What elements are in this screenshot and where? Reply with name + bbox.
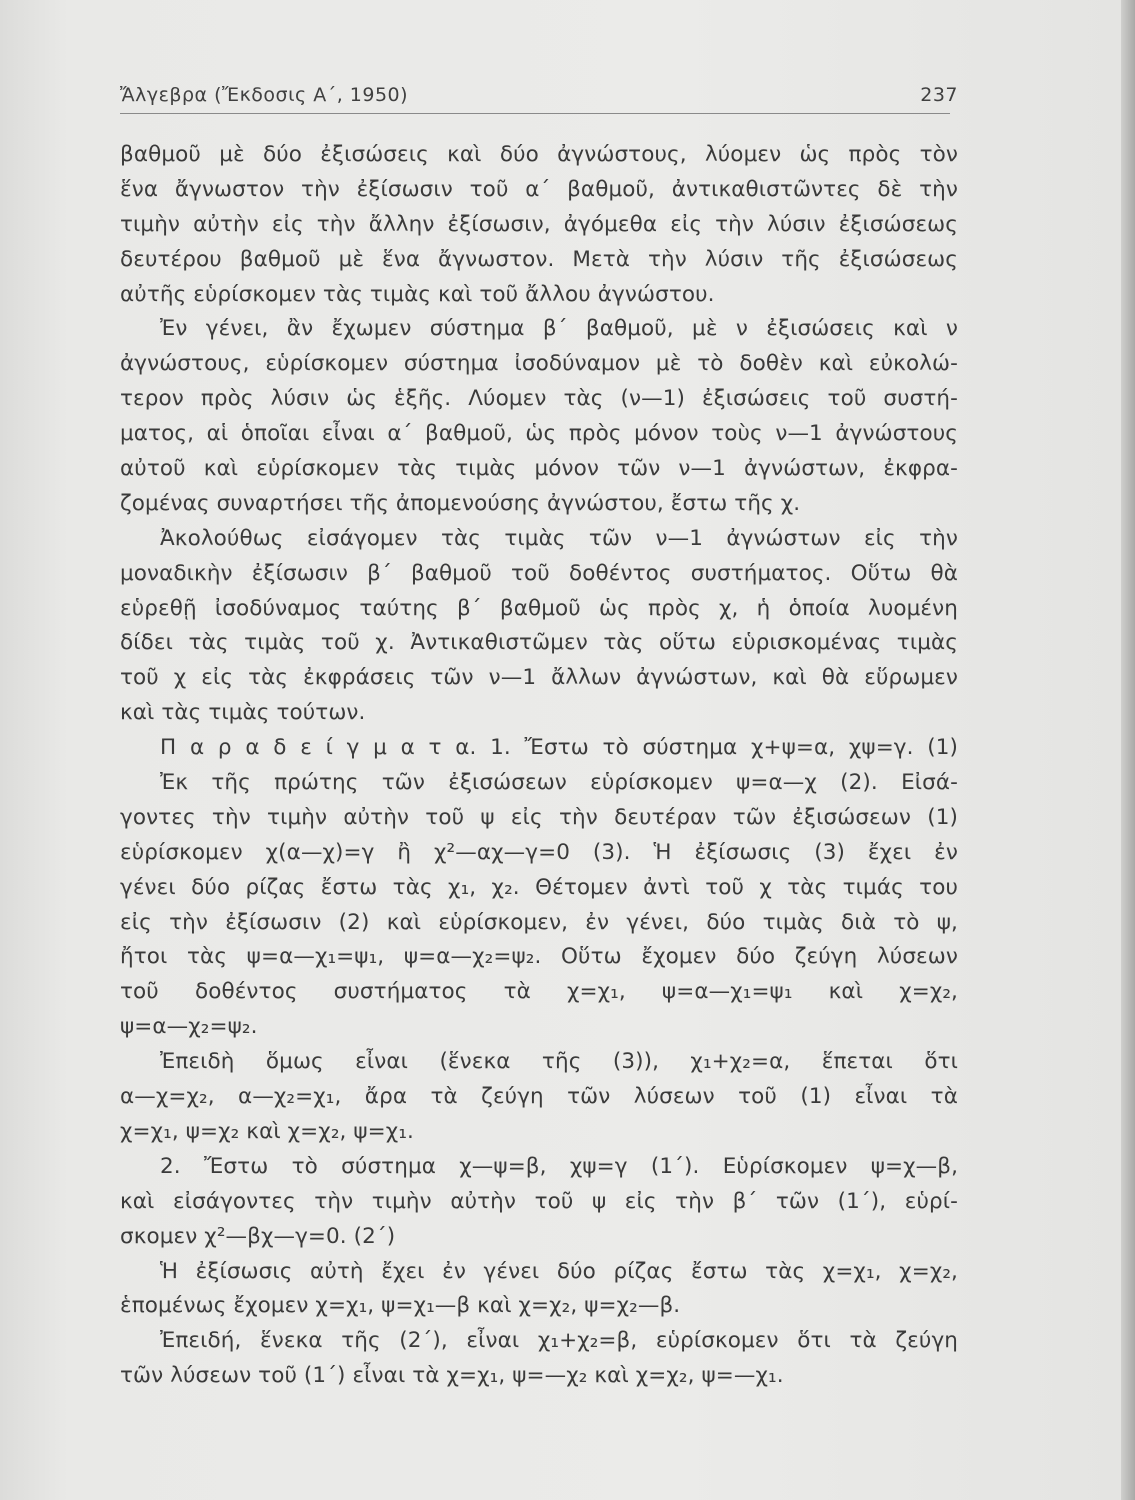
text-line: ἕνα ἄγνωστον τὴν ἐξίσωσιν τοῦ α΄ βαθμοῦ, ἀντικαθιστῶντες δὲ τὴν <box>120 176 958 202</box>
text-line: αὐτῆς εὑρίσκομεν τὰς τιμὰς καὶ τοῦ ἄλλου ἀγνώστου. <box>120 281 715 307</box>
text-line: τῶν λύσεων τοῦ (1΄) εἶναι τὰ χ=χ₁, ψ=—χ₂ καὶ χ=χ₂, ψ=—χ₁. <box>120 1363 784 1389</box>
text-line: αὐτοῦ καὶ εὑρίσκομεν τὰς τιμὰς μόνον τῶν ν—1 ἀγνώστων, ἐκφρα- <box>120 456 958 482</box>
text-line: δίδει τὰς τιμὰς τοῦ χ. Ἀντικαθιστῶμεν τὰς οὕτω εὑρισκομένας τιμὰς <box>120 630 958 656</box>
text-line: γένει δύο ρίζας ἔστω τὰς χ₁, χ₂. Θέτομεν ἀντὶ τοῦ χ τὰς τιμάς του <box>120 874 958 900</box>
text-line: χ=χ₁, ψ=χ₂ καὶ χ=χ₂, ψ=χ₁. <box>120 1118 414 1144</box>
text-line: τοῦ χ εἰς τὰς ἐκφράσεις τῶν ν—1 ἄλλων ἀγνώστων, καὶ θὰ εὕρωμεν <box>120 665 958 691</box>
text-line: τιμὴν αὐτὴν εἰς τὴν ἄλλην ἐξίσωσιν, ἀγόμεθα εἰς τὴν λύσιν ἐξισώσεως <box>120 211 958 237</box>
text-line: εἰς τὴν ἐξίσωσιν (2) καὶ εὑρίσκομεν, ἐν γένει, δύο τιμὰς διὰ τὸ ψ, <box>120 909 958 935</box>
text-line: ἤτοι τὰς ψ=α—χ₁=ψ₁, ψ=α—χ₂=ψ₂. Οὕτω ἔχομεν δύο ζεύγη λύσεων <box>120 944 958 970</box>
body-text <box>120 138 958 1394</box>
header-rule <box>120 113 950 114</box>
text-line: ματος, αἱ ὁποῖαι εἶναι α΄ βαθμοῦ, ὡς πρὸς μόνον τοὺς ν—1 ἀγνώστους <box>120 421 958 447</box>
text-line: Ἀκολούθως εἰσάγομεν τὰς τιμὰς τῶν ν—1 ἀγνώστων εἰς τὴν <box>160 525 958 551</box>
text-line: Ἡ ἐξίσωσις αὐτὴ ἔχει ἐν γένει δύο ρίζας ἔστω τὰς χ=χ₁, χ=χ₂, <box>160 1258 958 1284</box>
page-number: 237 <box>920 84 958 106</box>
text-line: εὑρεθῇ ἰσοδύναμος ταύτης β΄ βαθμοῦ ὡς πρὸς χ, ἡ ὁποία λυομένη <box>120 595 958 621</box>
text-line: εὑρίσκομεν χ(α—χ)=γ ἢ χ²—αχ—γ=0 (3). Ἡ ἐξίσωσις (3) ἔχει ἐν <box>120 839 958 865</box>
text-line: καὶ εἰσάγοντες τὴν τιμὴν αὐτὴν τοῦ ψ εἰς τὴν β΄ τῶν (1΄), εὑρί- <box>120 1188 958 1214</box>
text-line: γοντες τὴν τιμὴν αὐτὴν τοῦ ψ εἰς τὴν δευτέραν τῶν ἐξισώσεων (1) <box>120 804 958 830</box>
text-line: α—χ=χ₂, α—χ₂=χ₁, ἄρα τὰ ζεύγη τῶν λύσεων τοῦ (1) εἶναι τὰ <box>120 1084 958 1110</box>
text-line: ψ=α—χ₂=ψ₂. <box>120 1014 258 1040</box>
text-line: Ἐκ τῆς πρώτης τῶν ἐξισώσεων εὑρίσκομεν ψ=α—χ (2). Εἰσά- <box>160 770 958 796</box>
page-fold-shadow <box>1121 0 1135 1500</box>
text-line: Ἐν γένει, ἂν ἔχωμεν σύστημα β΄ βαθμοῦ, μὲ ν ἐξισώσεις καὶ ν <box>160 316 958 342</box>
text-line: μοναδικὴν ἐξίσωσιν β΄ βαθμοῦ τοῦ δοθέντος συστήματος. Οὕτω θὰ <box>120 560 958 586</box>
text-line: Π α ρ α δ ε ί γ μ α τ α. 1. Ἔστω τὸ σύστημα χ+ψ=α, χψ=γ. (1) <box>160 735 958 761</box>
text-line: τοῦ δοθέντος συστήματος τὰ χ=χ₁, ψ=α—χ₁=ψ₁ καὶ χ=χ₂, <box>120 979 958 1005</box>
text-line: ἀγνώστους, εὑρίσκομεν σύστημα ἰσοδύναμον μὲ τὸ δοθὲν καὶ εὐκολώ- <box>120 351 958 377</box>
text-line: σκομεν χ²—βχ—γ=0. (2΄) <box>120 1223 396 1249</box>
text-line: 2. Ἔστω τὸ σύστημα χ—ψ=β, χψ=γ (1΄). Εὑρίσκομεν ψ=χ—β, <box>160 1153 958 1179</box>
page-header <box>120 84 958 108</box>
text-line: ζομένας συναρτήσει τῆς ἀπομενούσης ἀγνώστου, ἔστω τῆς χ. <box>120 490 801 516</box>
text-line: βαθμοῦ μὲ δύο ἐξισώσεις καὶ δύο ἀγνώστους, λύομεν ὡς πρὸς τὸν <box>120 142 958 167</box>
text-line: Ἐπειδή, ἕνεκα τῆς (2΄), εἶναι χ₁+χ₂=β, εὑρίσκομεν ὅτι τὰ ζεύγη <box>160 1328 958 1354</box>
running-title: Ἄλγεβρα (Ἔκδοσις Α΄, 1950) <box>120 84 409 106</box>
text-line: ἑπομένως ἔχομεν χ=χ₁, ψ=χ₁—β καὶ χ=χ₂, ψ=χ₂—β. <box>120 1293 681 1319</box>
text-line: καὶ τὰς τιμὰς τούτων. <box>120 700 366 726</box>
text-line: τερον πρὸς λύσιν ὡς ἑξῆς. Λύομεν τὰς (ν—1) ἐξισώσεις τοῦ συστή- <box>120 386 958 412</box>
text-line: δευτέρου βαθμοῦ μὲ ἕνα ἄγνωστον. Μετὰ τὴν λύσιν τῆς ἐξισώσεως <box>120 246 958 272</box>
text-line: Ἐπειδὴ ὅμως εἶναι (ἕνεκα τῆς (3)), χ₁+χ₂=α, ἕπεται ὅτι <box>160 1049 958 1075</box>
